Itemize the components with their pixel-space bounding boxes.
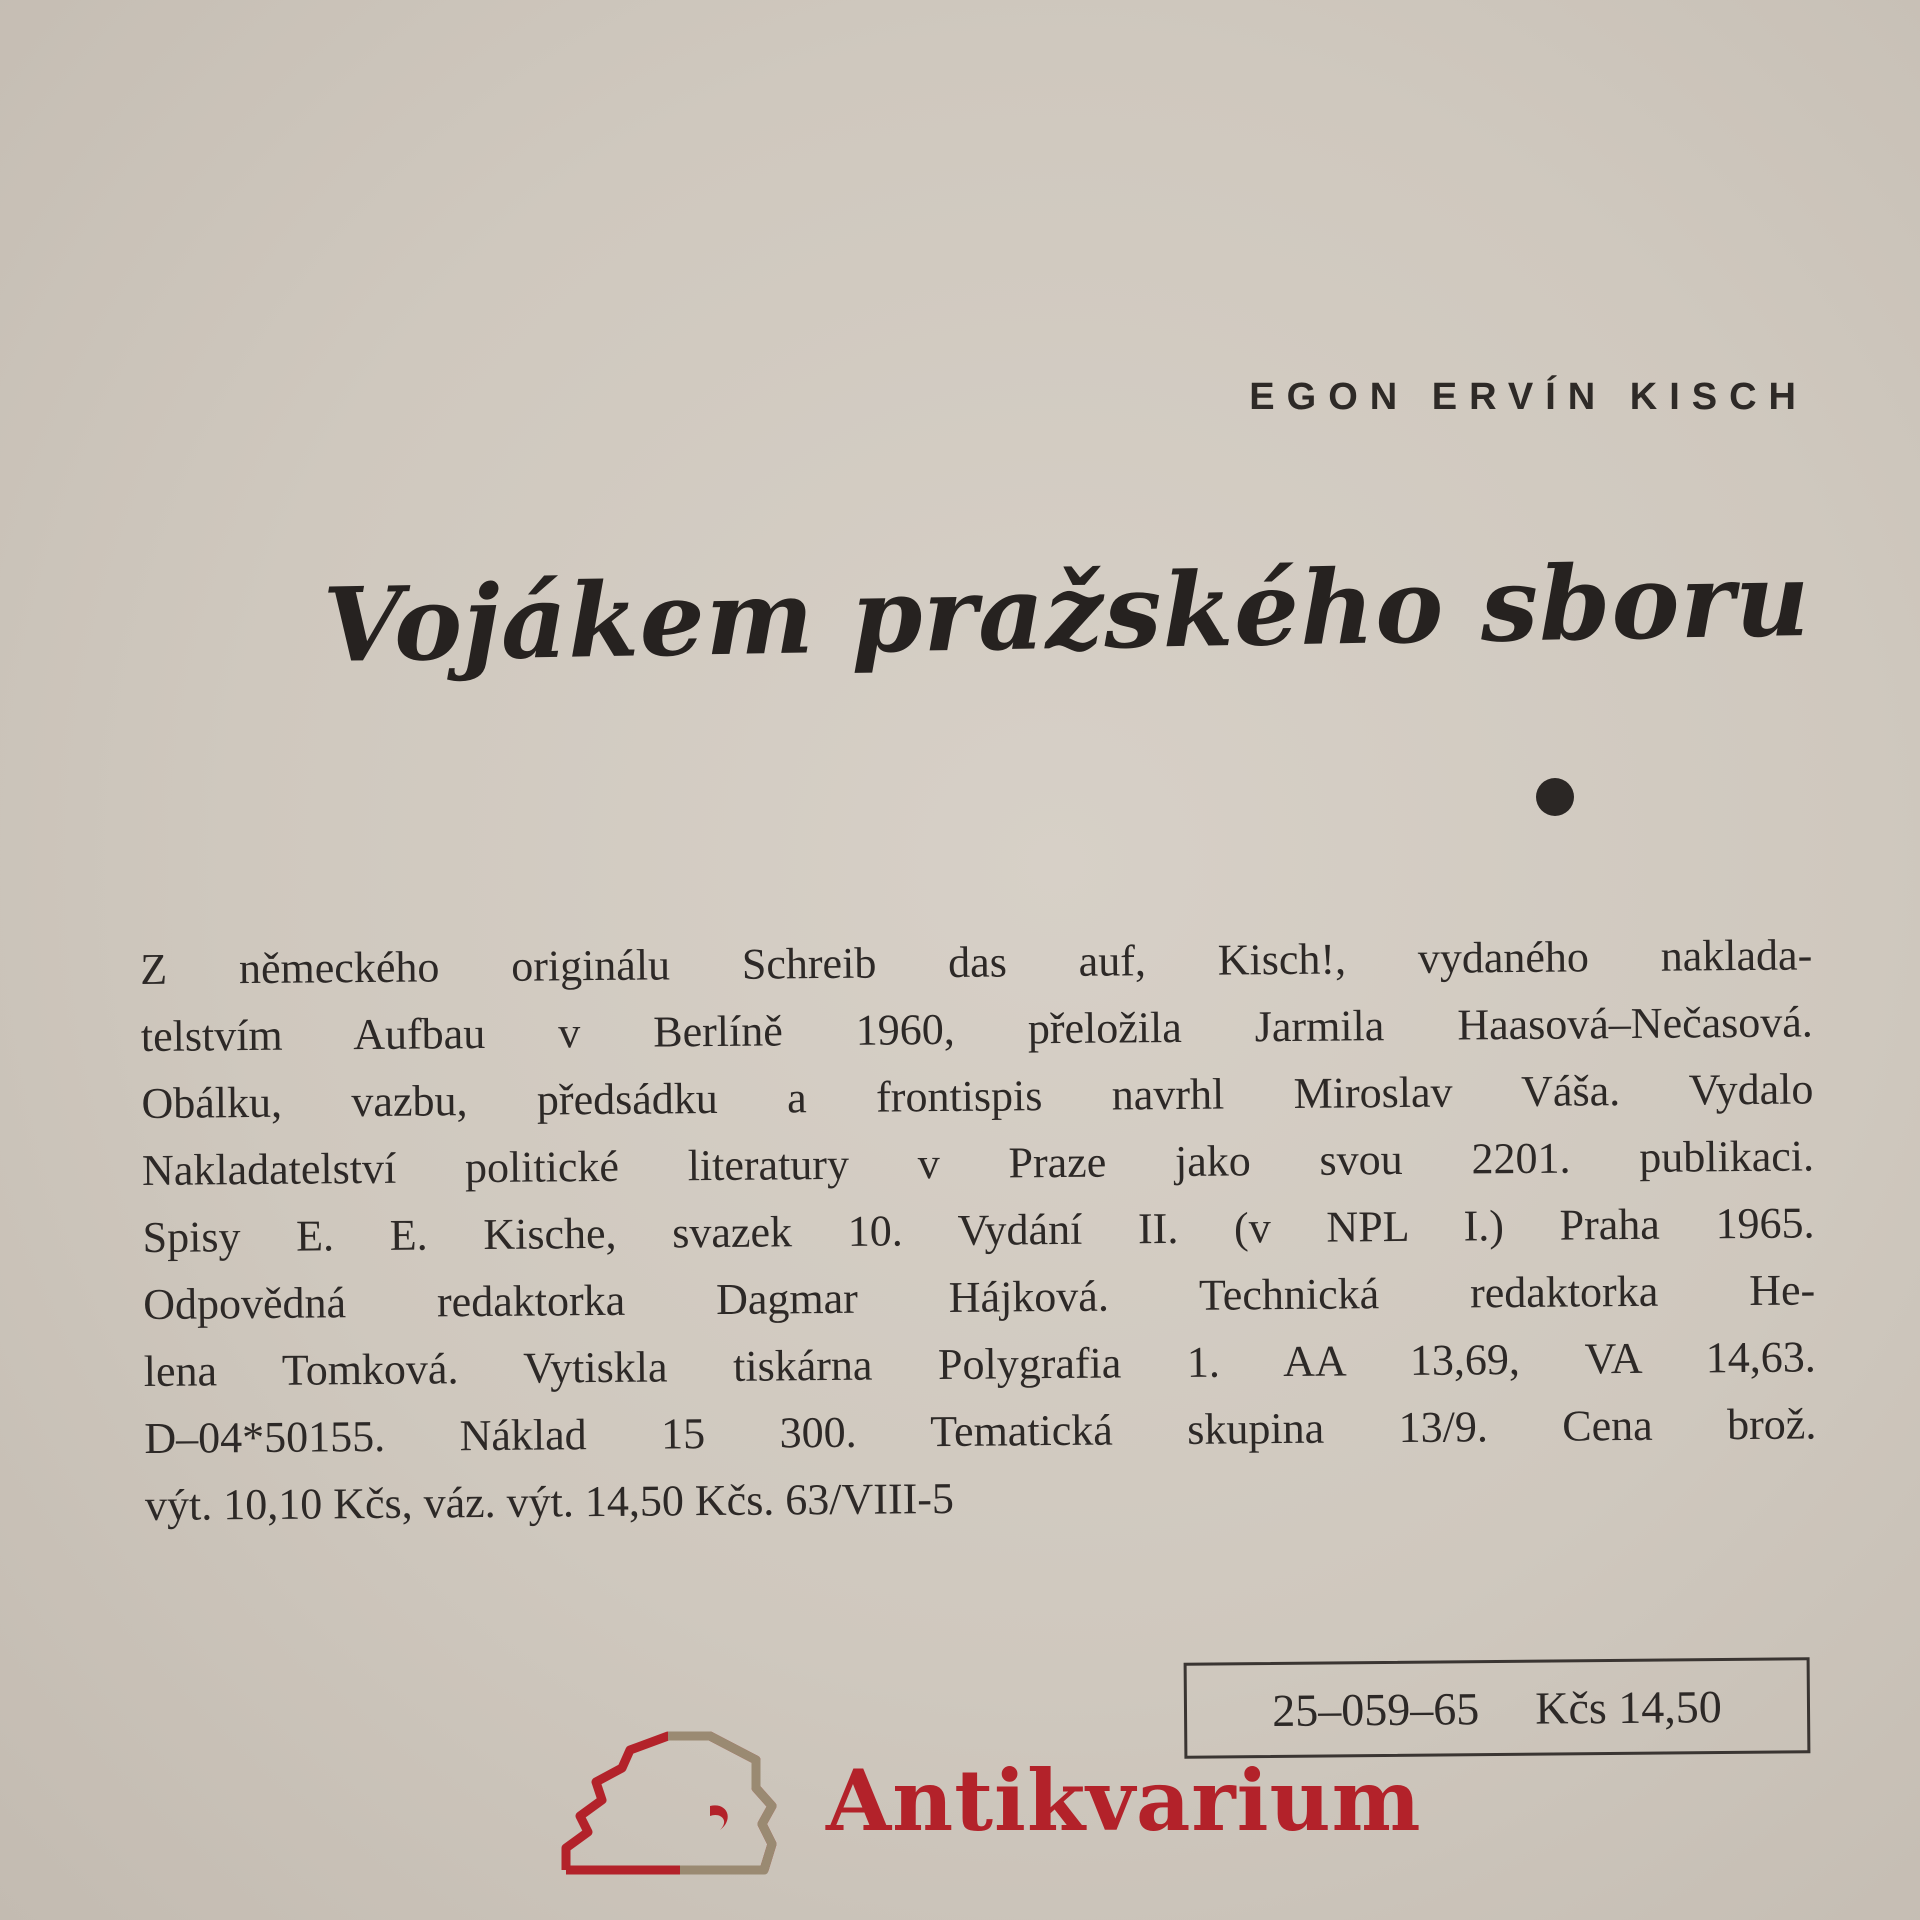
imprint-line: Obálku, vazbu, předsádku a frontispis navrhl Miroslav Váša. Vydalo [141, 1064, 1814, 1128]
antikvarium-wordmark: Antikvarium [826, 1750, 1422, 1850]
imprint-line: lena Tomková. Vytiskla tiskárna Polygrafia 1. AA 13,69, VA 14,63. [143, 1332, 1816, 1396]
house-logo-icon [560, 1720, 782, 1880]
imprint-line: Nakladatelství politické literatury v Praze jako svou 2201. publikaci. [141, 1131, 1815, 1195]
author-name: EGON ERVÍN KISCH [1249, 376, 1808, 418]
imprint-line: Odpovědná redaktorka Dagmar Hájková. Technická redaktorka He- [143, 1265, 1816, 1329]
imprint-line: D–04*50155. Náklad 15 300. Tematická skupina 13/9. Cena brož. [144, 1399, 1817, 1463]
catalog-code: 25–059–65 [1272, 1682, 1480, 1736]
book-title: Vojákem pražského sboru [321, 540, 1812, 686]
imprint-line: výt. 10,10 Kčs, váz. výt. 14,50 Kčs. 63/VIII-5 [144, 1473, 955, 1530]
ornament-dot [1536, 778, 1574, 816]
imprint-paragraph [140, 921, 1817, 1539]
imprint-line: Spisy E. E. Kische, svazek 10. Vydání II. (v NPL I.) Praha 1965. [142, 1198, 1815, 1262]
price-label: Kčs 14,50 [1534, 1680, 1722, 1734]
imprint-line: telstvím Aufbau v Berlíně 1960, přeložila Jarmila Haasová–Nečasová. [140, 997, 1814, 1061]
imprint-line: Z německého originálu Schreib das auf, Kisch!, vydaného naklada- [140, 930, 1813, 994]
antikvarium-watermark [560, 1720, 1422, 1880]
